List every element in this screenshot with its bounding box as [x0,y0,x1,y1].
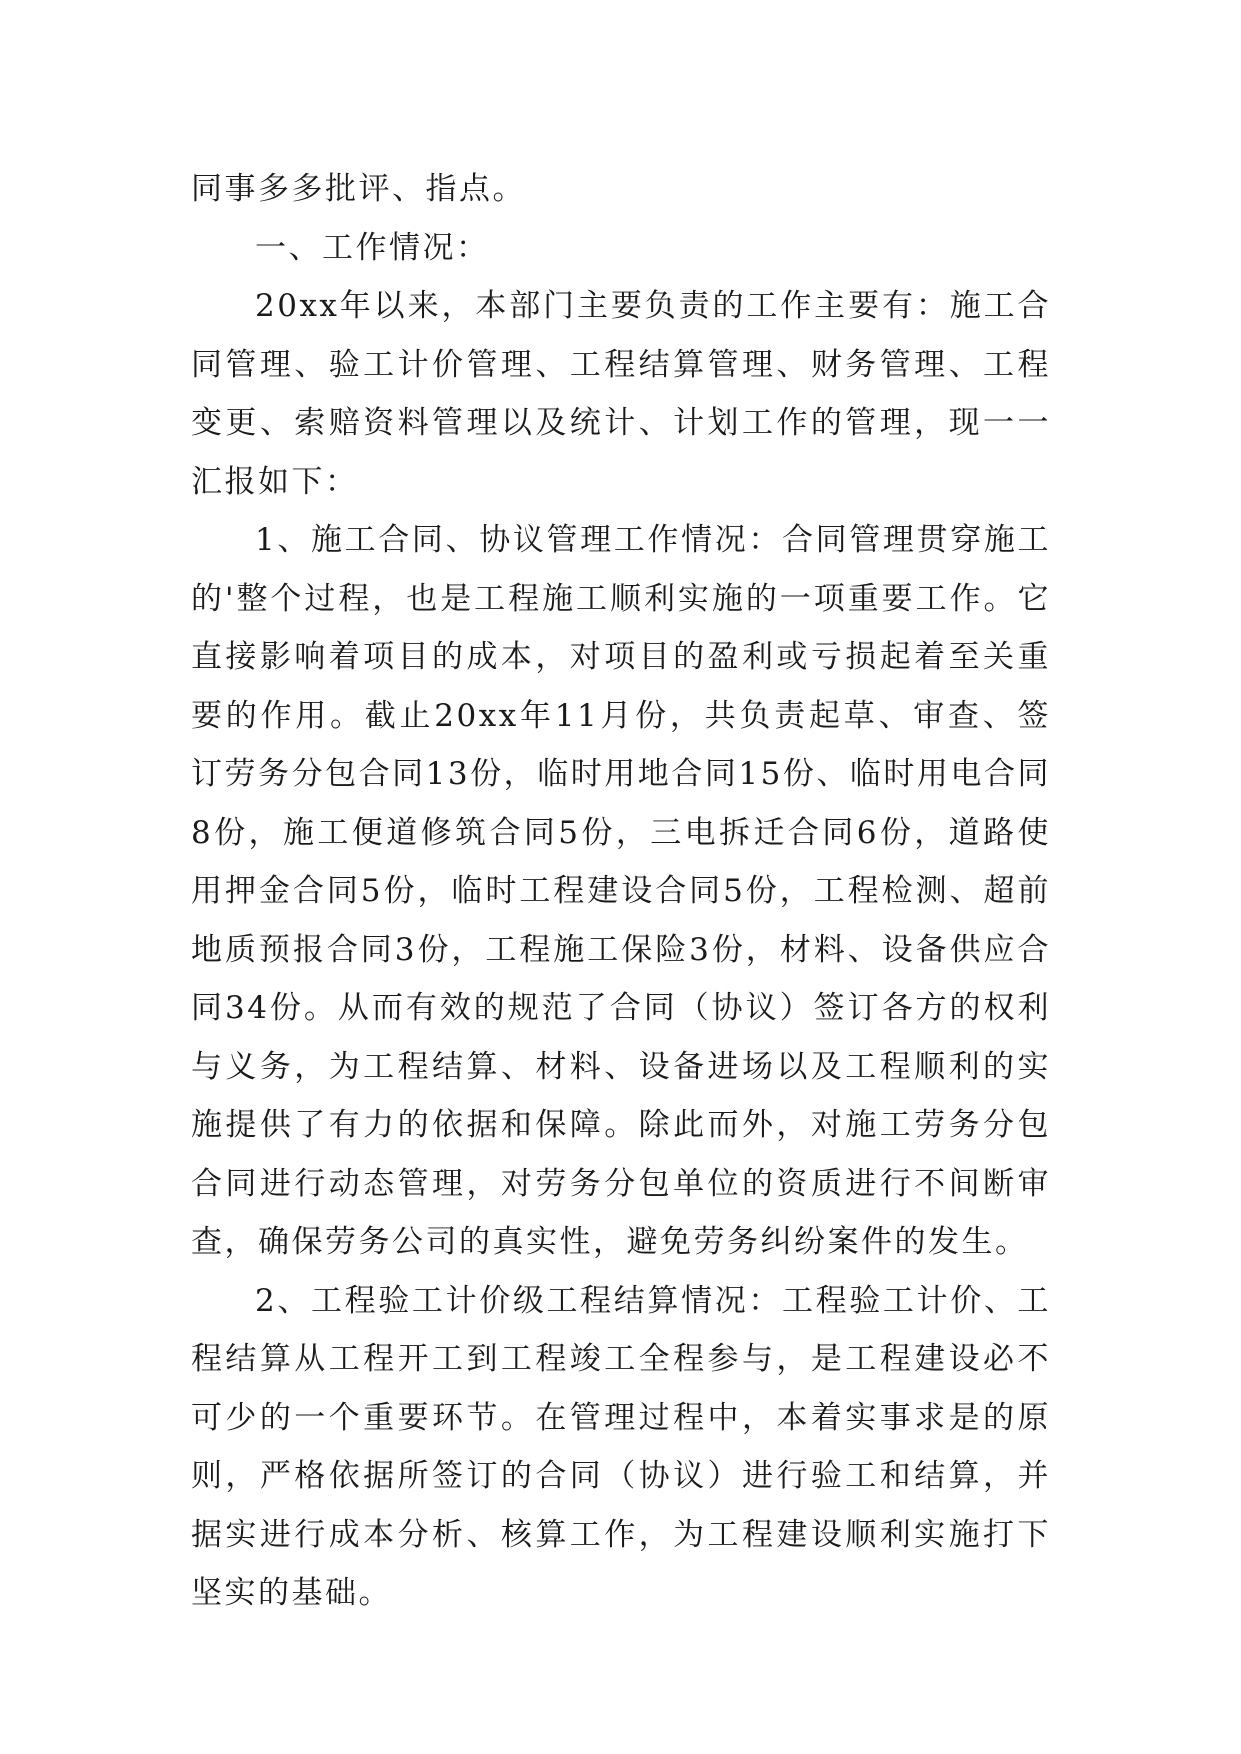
paragraph-contract-management: 1、施工合同、协议管理工作情况：合同管理贯穿施工的'整个过程，也是工程施工顺利实施的一项重要工作。它直接影响着项目的成本，对项目的盈利或亏损起着至关重要的作用。截止20xx年11月份，共负责起草、审查、签订劳务分包合同13份，临时用地合同15份、临时用电合同8份，施工便道修筑合同5份，三电拆迁合同6份，道路使用押金合同5份，临时工程建设合同5份，工程检测、超前地质预报合同3份，工程施工保险3份，材料、设备供应合同34份。从而有效的规范了合同（协议）签订各方的权利与义务，为工程结算、材料、设备进场以及工程顺利的实施提供了有力的依据和保障。除此而外，对施工劳务分包合同进行动态管理，对劳务分包单位的资质进行不间断审查，确保劳务公司的真实性，避免劳务纠纷案件的发生。 [191,522,1051,1260]
section-heading-work-status: 一、工作情况： [255,229,490,266]
paragraph-valuation-settlement: 2、工程验工计价级工程结算情况：工程验工计价、工程结算从工程开工到工程竣工全程参与，是工程建设必不可少的一个重要环节。在管理过程中，本着实事求是的原则，严格依据所签订的合同（协议）进行验工和结算，并据实进行成本分析、核算工作，为工程建设顺利实施打下坚实的基础。 [191,1282,1051,1611]
paragraph-overview: 20xx年以来，本部门主要负责的工作主要有：施工合同管理、验工计价管理、工程结算管理、财务管理、工程变更、索赔资料管理以及统计、计划工作的管理，现一一汇报如下： [191,288,1051,500]
paragraph-continuation: 同事多多批评、指点。 [191,171,526,207]
document-body [191,160,1051,1623]
